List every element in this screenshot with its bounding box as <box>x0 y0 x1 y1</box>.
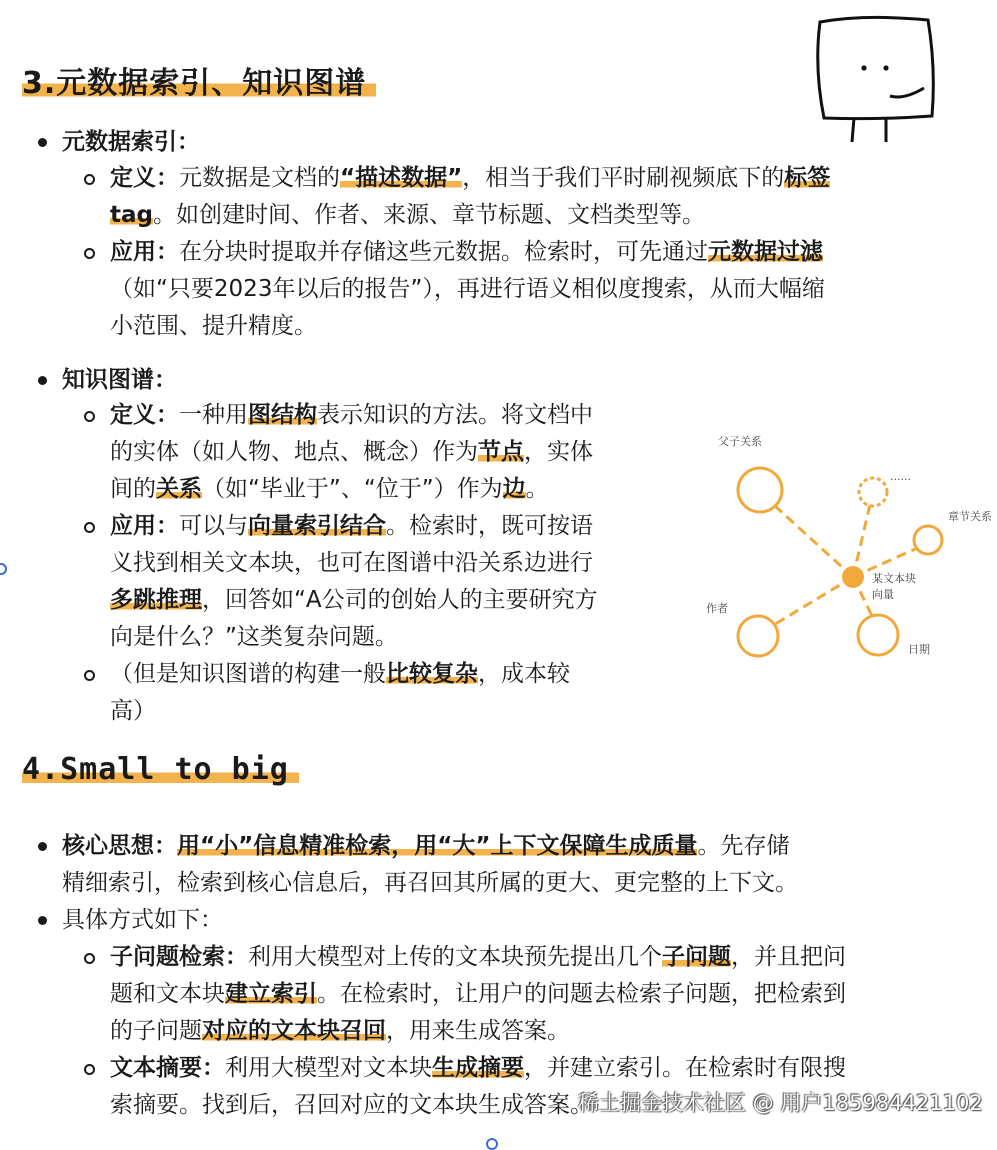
knowledge-graph-diagram <box>700 420 997 670</box>
square-character-doodle <box>806 8 946 150</box>
sub-bullet-circle <box>84 953 95 964</box>
subquestion-line-3: 的子问题对应的文本块召回，用来生成答案。 <box>110 1018 570 1044</box>
kg-application-line-2: 义找到相关文本块，也可在图谱中沿关系边进行 <box>110 550 593 576</box>
sub-bullet-circle <box>84 248 95 259</box>
bottom-edge-handle-icon[interactable] <box>486 1138 498 1150</box>
bullet-dot <box>38 916 47 925</box>
label-date: 日期 <box>908 643 930 656</box>
metadata-application-line-1: 应用：在分块时提取并存储这些元数据。检索时，可先通过元数据过滤 <box>110 239 823 265</box>
knowledge-graph-label: 知识图谱： <box>62 367 177 393</box>
kg-note-line-2: 高） <box>110 698 156 724</box>
core-idea-line-2: 精细索引，检索到核心信息后，再召回其所属的更大、更完整的上下文。 <box>62 870 798 896</box>
label-dots: ...... <box>890 470 911 483</box>
label-center-2: 向量 <box>872 588 894 601</box>
metadata-application-line-2: （如“只要2023年以后的报告”），再进行语义相似度搜索，从而大幅缩 <box>110 276 825 302</box>
kg-application-line-1: 应用：可以与向量索引结合。检索时，既可按语 <box>110 513 593 539</box>
section-3-heading: 3.元数据索引、知识图谱 <box>22 58 376 102</box>
sub-bullet-circle <box>84 522 95 533</box>
metadata-definition-line-1: 定义：元数据是文档的“描述数据”，相当于我们平时刷视频底下的标签 <box>110 165 831 191</box>
kg-note-line-1: （但是知识图谱的构建一般比较复杂，成本较 <box>110 661 570 687</box>
methods-label: 具体方式如下： <box>62 907 223 933</box>
metadata-definition-line-2: tag。如创建时间、作者、来源、章节标题、文档类型等。 <box>110 202 705 228</box>
summary-line-1: 文本摘要：利用大模型对文本块生成摘要，并建立索引。在检索时有限搜 <box>110 1055 846 1081</box>
label-author: 作者 <box>706 602 728 615</box>
metadata-index-label: 元数据索引： <box>62 129 200 155</box>
node-author <box>738 616 778 656</box>
left-edge-handle-icon[interactable] <box>0 563 7 575</box>
subquestion-line-2: 题和文本块建立索引。在检索时，让用户的问题去检索子问题，把检索到 <box>110 981 846 1007</box>
edge-center-author <box>772 577 853 626</box>
kg-definition-line-1: 定义：一种用图结构表示知识的方法。将文档中 <box>110 402 593 428</box>
node-dots <box>859 478 887 506</box>
bullet-dot <box>38 376 47 385</box>
core-idea-line-1: 核心思想：用“小”信息精准检索，用“大”上下文保障生成质量。先存储 <box>62 833 790 859</box>
kg-application-line-3: 多跳推理，回答如“A公司的创始人的主要研究方 <box>110 587 598 613</box>
bullet-dot <box>38 138 47 147</box>
node-date <box>858 615 898 655</box>
subquestion-line-1: 子问题检索：利用大模型对上传的文本块预先提出几个子问题，并且把问 <box>110 944 846 970</box>
label-chapter: 章节关系 <box>948 510 992 523</box>
node-chapter <box>914 526 942 554</box>
kg-application-line-4: 向是什么？”这类复杂问题。 <box>110 624 398 650</box>
label-father: 父子关系 <box>718 435 762 448</box>
edge-center-father <box>775 506 853 577</box>
label-center-1: 某文本块 <box>872 572 916 585</box>
kg-definition-line-2: 的实体（如人物、地点、概念）作为节点，实体 <box>110 439 593 465</box>
node-center <box>842 566 864 588</box>
sub-bullet-circle <box>84 174 95 185</box>
summary-line-2: 索摘要。找到后，召回对应的文本块生成答案。 <box>110 1092 593 1118</box>
metadata-application-line-3: 小范围、提升精度。 <box>110 313 317 339</box>
kg-definition-line-3: 间的关系（如“毕业于”、“位于”）作为边。 <box>110 476 549 502</box>
watermark: 稀土掘金技术社区 @ 用户1859844211​02 <box>578 1091 983 1115</box>
sub-bullet-circle <box>84 670 95 681</box>
bullet-dot <box>38 842 47 851</box>
sub-bullet-circle <box>84 411 95 422</box>
node-father <box>738 468 782 512</box>
section-4-heading: 4.Small to big <box>22 752 299 787</box>
sub-bullet-circle <box>84 1064 95 1075</box>
